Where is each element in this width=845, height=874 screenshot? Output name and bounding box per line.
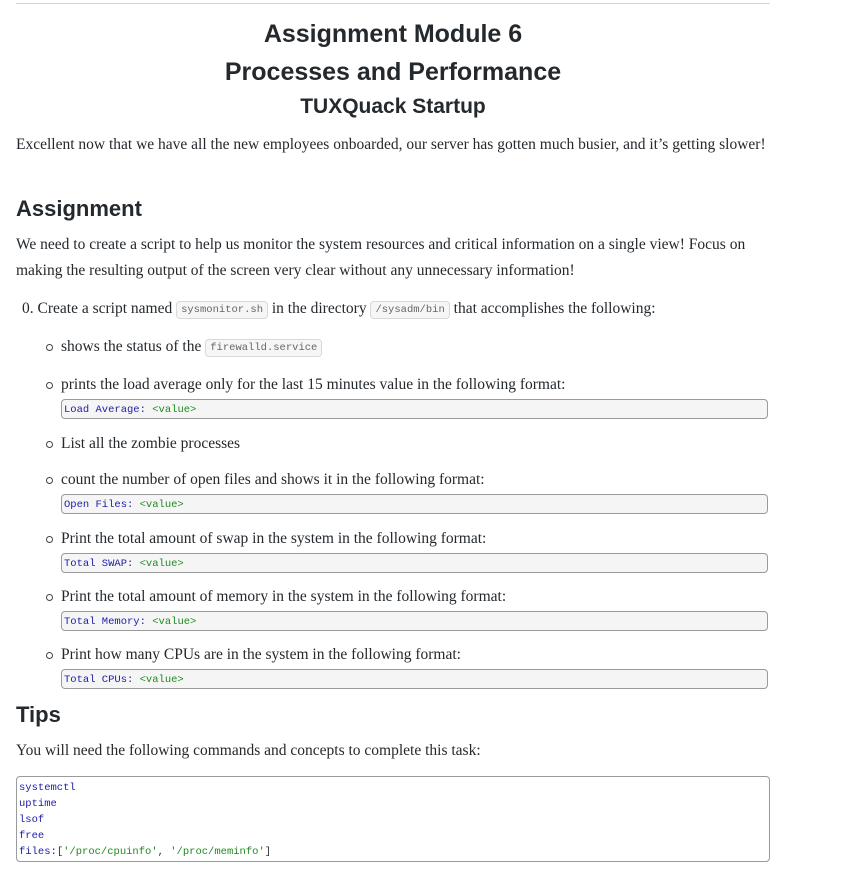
- bullet-marker: [46, 441, 53, 448]
- task-text: count the number of open files and shows it in the following format:: [61, 471, 485, 488]
- files-line: [19, 844, 767, 860]
- files-bracket-close: ]: [264, 846, 272, 858]
- file-path: '/proc/meminfo': [170, 846, 265, 858]
- assignment-description: We need to create a script to help us monitor the system resources and critical information on a single view! Focus on making the resulting output of the screen very clear without any unnecessary information!: [16, 236, 746, 279]
- format-code-block: [61, 611, 768, 631]
- task-text: shows the status of the: [61, 338, 202, 355]
- files-separator: ,: [157, 846, 171, 858]
- format-key: Total Memory:: [64, 616, 146, 628]
- command-line: free: [19, 830, 45, 842]
- format-value: <value>: [139, 674, 184, 686]
- file-path: '/proc/cpuinfo': [63, 846, 158, 858]
- bullet-marker: [46, 536, 53, 543]
- command-line: systemctl: [19, 782, 76, 794]
- format-value: <value>: [152, 616, 197, 628]
- files-label: files:: [19, 846, 57, 858]
- tips-code-block: [16, 776, 770, 862]
- bullet-marker: [46, 382, 53, 389]
- format-key: Total CPUs:: [64, 674, 134, 686]
- task-text: Print the total amount of memory in the system in the following format:: [61, 588, 507, 605]
- top-divider: [16, 3, 770, 4]
- step-middle: in the directory: [271, 300, 367, 317]
- format-value: <value>: [139, 499, 184, 511]
- task-text: prints the load average only for the last 15 minutes value in the following format:: [61, 376, 566, 393]
- format-code-block: [61, 669, 768, 689]
- tips-heading: Tips: [16, 702, 61, 727]
- page-subtitle: TUXQuack Startup: [300, 95, 486, 118]
- format-code-block: [61, 399, 768, 419]
- task-text: Print how many CPUs are in the system in the following format:: [61, 646, 461, 663]
- bullet-marker: [46, 652, 53, 659]
- format-value: <value>: [152, 404, 197, 416]
- format-key: Load Average:: [64, 404, 146, 416]
- intro-paragraph: Excellent now that we have all the new employees onboarded, our server has gotten much busier, and it’s getting slower!: [16, 136, 766, 153]
- format-value: <value>: [139, 558, 184, 570]
- page-title-line1: Assignment Module 6: [263, 20, 523, 48]
- assignment-heading: Assignment: [16, 196, 142, 221]
- format-key: Open Files:: [64, 499, 134, 511]
- step-suffix: that accomplishes the following:: [453, 300, 656, 317]
- page-title-line2: Processes and Performance: [224, 58, 562, 86]
- format-code-block: [61, 494, 768, 514]
- bullet-marker: [46, 344, 53, 351]
- bullet-marker: [46, 477, 53, 484]
- bullet-marker: [46, 594, 53, 601]
- directory-code: /sysadm/bin: [370, 301, 449, 319]
- step-prefix: Create a script named: [37, 300, 173, 317]
- step-item: [22, 298, 656, 321]
- tips-description: You will need the following commands and concepts to complete this task:: [16, 742, 481, 759]
- format-code-block: [61, 553, 768, 573]
- files-bracket-open: [: [56, 846, 64, 858]
- script-name-code: sysmonitor.sh: [176, 301, 268, 319]
- format-key: Total SWAP:: [64, 558, 134, 570]
- step-number: 0.: [22, 300, 34, 317]
- task-text: List all the zombie processes: [61, 435, 241, 452]
- command-line: uptime: [19, 798, 57, 810]
- command-line: lsof: [19, 814, 45, 826]
- service-code: firewalld.service: [205, 339, 322, 357]
- task-text: Print the total amount of swap in the system in the following format:: [61, 530, 487, 547]
